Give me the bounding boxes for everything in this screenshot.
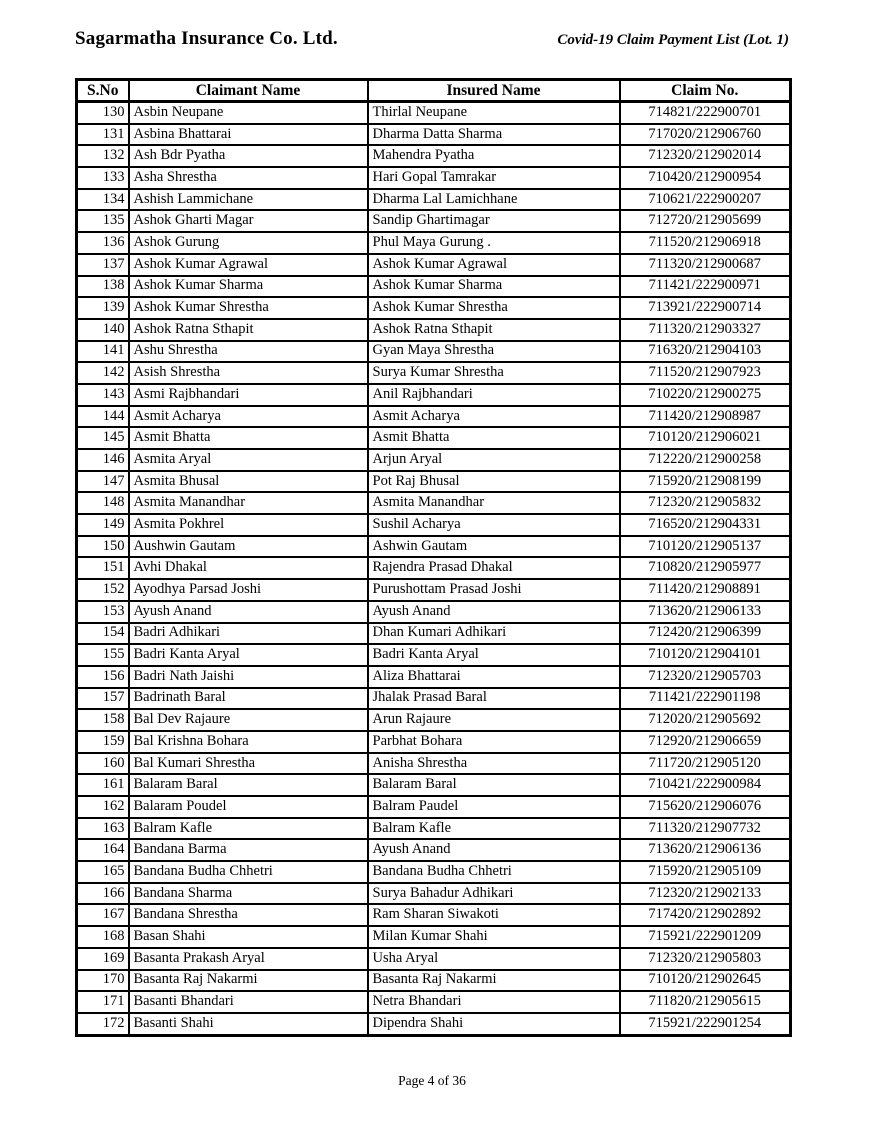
insured-name-cell: Asmita Manandhar (368, 492, 620, 514)
claimant-name-cell: Badri Nath Jaishi (129, 666, 368, 688)
insured-name-cell: Parbhat Bohara (368, 731, 620, 753)
sno-cell: 139 (77, 297, 129, 319)
claimant-name-cell: Balram Kafle (129, 818, 368, 840)
sno-cell: 163 (77, 818, 129, 840)
claim-no-cell: 713620/212906133 (620, 601, 791, 623)
insured-name-cell: Badri Kanta Aryal (368, 644, 620, 666)
sno-cell: 145 (77, 427, 129, 449)
sno-cell: 143 (77, 384, 129, 406)
claim-no-cell: 713620/212906136 (620, 839, 791, 861)
table-row (77, 731, 791, 753)
table-row (77, 1013, 791, 1035)
claim-no-cell: 711820/212905615 (620, 991, 791, 1013)
claim-no-cell: 710420/212900954 (620, 167, 791, 189)
sno-cell: 165 (77, 861, 129, 883)
claimant-name-cell: Asmita Bhusal (129, 471, 368, 493)
insured-name-cell: Ashok Kumar Shrestha (368, 297, 620, 319)
claim-no-cell: 712920/212906659 (620, 731, 791, 753)
claim-no-cell: 712320/212905803 (620, 948, 791, 970)
table-row (77, 991, 791, 1013)
claim-no-cell: 711320/212907732 (620, 818, 791, 840)
table-row (77, 276, 791, 298)
claimant-name-cell: Badrinath Baral (129, 688, 368, 710)
table-row (77, 688, 791, 710)
claim-no-cell: 712020/212905692 (620, 709, 791, 731)
insured-name-cell: Hari Gopal Tamrakar (368, 167, 620, 189)
claimant-name-cell: Bal Kumari Shrestha (129, 753, 368, 775)
column-header-insured-name: Insured Name (368, 80, 620, 102)
claimant-name-cell: Basanta Prakash Aryal (129, 948, 368, 970)
claimant-name-cell: Basan Shahi (129, 926, 368, 948)
table-row (77, 406, 791, 428)
claim-no-cell: 711320/212903327 (620, 319, 791, 341)
claimant-name-cell: Ashok Ratna Sthapit (129, 319, 368, 341)
table-row (77, 297, 791, 319)
sno-cell: 151 (77, 557, 129, 579)
sno-cell: 171 (77, 991, 129, 1013)
claim-no-cell: 712320/212902133 (620, 883, 791, 905)
claim-no-cell: 711421/222900971 (620, 276, 791, 298)
insured-name-cell: Ashok Kumar Agrawal (368, 254, 620, 276)
sno-cell: 134 (77, 189, 129, 211)
column-header-claim-no: Claim No. (620, 80, 791, 102)
claimant-name-cell: Asmita Pokhrel (129, 514, 368, 536)
claim-no-cell: 711421/222901198 (620, 688, 791, 710)
insured-name-cell: Balaram Baral (368, 774, 620, 796)
sno-cell: 149 (77, 514, 129, 536)
insured-name-cell: Basanta Raj Nakarmi (368, 970, 620, 992)
claimant-name-cell: Ashok Kumar Agrawal (129, 254, 368, 276)
table-row (77, 145, 791, 167)
sno-cell: 160 (77, 753, 129, 775)
table-row (77, 883, 791, 905)
claimant-name-cell: Ashok Gharti Magar (129, 210, 368, 232)
insured-name-cell: Asmit Acharya (368, 406, 620, 428)
insured-name-cell: Phul Maya Gurung . (368, 232, 620, 254)
claimant-name-cell: Ayush Anand (129, 601, 368, 623)
sno-cell: 153 (77, 601, 129, 623)
claimant-name-cell: Asmi Rajbhandari (129, 384, 368, 406)
claim-no-cell: 715921/222901209 (620, 926, 791, 948)
sno-cell: 146 (77, 449, 129, 471)
table-row (77, 753, 791, 775)
insured-name-cell: Anil Rajbhandari (368, 384, 620, 406)
claimant-name-cell: Asmit Bhatta (129, 427, 368, 449)
sno-cell: 150 (77, 536, 129, 558)
claim-no-cell: 710820/212905977 (620, 557, 791, 579)
claimant-name-cell: Bandana Budha Chhetri (129, 861, 368, 883)
claim-no-cell: 710120/212902645 (620, 970, 791, 992)
claim-no-cell: 711520/212907923 (620, 362, 791, 384)
claimant-name-cell: Bal Dev Rajaure (129, 709, 368, 731)
insured-name-cell: Ayush Anand (368, 839, 620, 861)
document-title: Covid-19 Claim Payment List (Lot. 1) (557, 32, 789, 48)
claimant-name-cell: Bandana Sharma (129, 883, 368, 905)
table-row (77, 384, 791, 406)
table-row (77, 970, 791, 992)
claimant-name-cell: Ash Bdr Pyatha (129, 145, 368, 167)
company-name: Sagarmatha Insurance Co. Ltd. (75, 28, 338, 49)
claimant-name-cell: Ashish Lammichane (129, 189, 368, 211)
claim-no-cell: 716320/212904103 (620, 341, 791, 363)
table-row (77, 579, 791, 601)
claimant-name-cell: Badri Adhikari (129, 623, 368, 645)
sno-cell: 159 (77, 731, 129, 753)
claim-no-cell: 710421/222900984 (620, 774, 791, 796)
claim-no-cell: 717020/212906760 (620, 124, 791, 146)
insured-name-cell: Surya Bahadur Adhikari (368, 883, 620, 905)
table-row (77, 471, 791, 493)
sno-cell: 172 (77, 1013, 129, 1035)
insured-name-cell: Ashok Ratna Sthapit (368, 319, 620, 341)
insured-name-cell: Rajendra Prasad Dhakal (368, 557, 620, 579)
page-number: Page 4 of 36 (398, 1073, 466, 1088)
sno-cell: 157 (77, 688, 129, 710)
sno-cell: 140 (77, 319, 129, 341)
insured-name-cell: Milan Kumar Shahi (368, 926, 620, 948)
sno-cell: 154 (77, 623, 129, 645)
claimant-name-cell: Badri Kanta Aryal (129, 644, 368, 666)
claimant-name-cell: Bal Krishna Bohara (129, 731, 368, 753)
table-row (77, 839, 791, 861)
table-row (77, 167, 791, 189)
insured-name-cell: Dharma Lal Lamichhane (368, 189, 620, 211)
sno-cell: 155 (77, 644, 129, 666)
claimant-name-cell: Bandana Barma (129, 839, 368, 861)
table-row (77, 818, 791, 840)
insured-name-cell: Sushil Acharya (368, 514, 620, 536)
table-row (77, 601, 791, 623)
table-row (77, 774, 791, 796)
claimant-name-cell: Asish Shrestha (129, 362, 368, 384)
claim-no-cell: 712320/212905832 (620, 492, 791, 514)
insured-name-cell: Bandana Budha Chhetri (368, 861, 620, 883)
table-row (77, 492, 791, 514)
column-header-claimant-name: Claimant Name (129, 80, 368, 102)
claim-no-cell: 715620/212906076 (620, 796, 791, 818)
claim-no-cell: 715920/212908199 (620, 471, 791, 493)
sno-cell: 167 (77, 904, 129, 926)
sno-cell: 132 (77, 145, 129, 167)
claim-no-cell: 711520/212906918 (620, 232, 791, 254)
claim-no-cell: 710120/212904101 (620, 644, 791, 666)
claimant-name-cell: Balaram Poudel (129, 796, 368, 818)
table-row (77, 449, 791, 471)
table-row (77, 189, 791, 211)
table-row (77, 124, 791, 146)
table-row (77, 623, 791, 645)
sno-cell: 138 (77, 276, 129, 298)
sno-cell: 170 (77, 970, 129, 992)
sno-cell: 164 (77, 839, 129, 861)
insured-name-cell: Arun Rajaure (368, 709, 620, 731)
claim-no-cell: 711420/212908987 (620, 406, 791, 428)
insured-name-cell: Dharma Datta Sharma (368, 124, 620, 146)
table-row (77, 232, 791, 254)
claim-no-cell: 712720/212905699 (620, 210, 791, 232)
claim-no-cell: 714821/222900701 (620, 102, 791, 124)
claimant-name-cell: Asha Shrestha (129, 167, 368, 189)
table-row (77, 319, 791, 341)
insured-name-cell: Purushottam Prasad Joshi (368, 579, 620, 601)
sno-cell: 152 (77, 579, 129, 601)
insured-name-cell: Sandip Ghartimagar (368, 210, 620, 232)
table-row (77, 904, 791, 926)
sno-cell: 130 (77, 102, 129, 124)
document-header (75, 28, 789, 50)
insured-name-cell: Netra Bhandari (368, 991, 620, 1013)
table-row (77, 926, 791, 948)
sno-cell: 168 (77, 926, 129, 948)
claim-no-cell: 710220/212900275 (620, 384, 791, 406)
insured-name-cell: Pot Raj Bhusal (368, 471, 620, 493)
claim-no-cell: 710621/222900207 (620, 189, 791, 211)
insured-name-cell: Ashwin Gautam (368, 536, 620, 558)
sno-cell: 169 (77, 948, 129, 970)
claim-no-cell: 715920/212905109 (620, 861, 791, 883)
insured-name-cell: Ram Sharan Siwakoti (368, 904, 620, 926)
sno-cell: 131 (77, 124, 129, 146)
claimant-name-cell: Avhi Dhakal (129, 557, 368, 579)
sno-cell: 161 (77, 774, 129, 796)
claimant-name-cell: Asmita Aryal (129, 449, 368, 471)
sno-cell: 144 (77, 406, 129, 428)
claimant-name-cell: Ashok Gurung (129, 232, 368, 254)
claim-no-cell: 717420/212902892 (620, 904, 791, 926)
insured-name-cell: Gyan Maya Shrestha (368, 341, 620, 363)
insured-name-cell: Arjun Aryal (368, 449, 620, 471)
table-row (77, 948, 791, 970)
insured-name-cell: Dipendra Shahi (368, 1013, 620, 1035)
sno-cell: 135 (77, 210, 129, 232)
claim-no-cell: 711420/212908891 (620, 579, 791, 601)
insured-name-cell: Surya Kumar Shrestha (368, 362, 620, 384)
table-row (77, 102, 791, 124)
sno-cell: 141 (77, 341, 129, 363)
table-row (77, 861, 791, 883)
insured-name-cell: Ashok Kumar Sharma (368, 276, 620, 298)
sno-cell: 166 (77, 883, 129, 905)
claimant-name-cell: Ashu Shrestha (129, 341, 368, 363)
insured-name-cell: Balram Paudel (368, 796, 620, 818)
table-row (77, 341, 791, 363)
table-row (77, 666, 791, 688)
table-row (77, 536, 791, 558)
table-row (77, 514, 791, 536)
column-header-sno: S.No (77, 80, 129, 102)
claim-no-cell: 712320/212905703 (620, 666, 791, 688)
claimant-name-cell: Asbina Bhattarai (129, 124, 368, 146)
insured-name-cell: Asmit Bhatta (368, 427, 620, 449)
claim-no-cell: 712420/212906399 (620, 623, 791, 645)
table-row (77, 709, 791, 731)
table-row (77, 362, 791, 384)
sno-cell: 158 (77, 709, 129, 731)
sno-cell: 162 (77, 796, 129, 818)
claimant-name-cell: Balaram Baral (129, 774, 368, 796)
claim-no-cell: 713921/222900714 (620, 297, 791, 319)
insured-name-cell: Dhan Kumari Adhikari (368, 623, 620, 645)
claimant-name-cell: Ayodhya Parsad Joshi (129, 579, 368, 601)
claim-no-cell: 712320/212902014 (620, 145, 791, 167)
claim-no-cell: 711320/212900687 (620, 254, 791, 276)
insured-name-cell: Thirlal Neupane (368, 102, 620, 124)
insured-name-cell: Ayush Anand (368, 601, 620, 623)
claim-no-cell: 710120/212905137 (620, 536, 791, 558)
table-row (77, 796, 791, 818)
table-row (77, 254, 791, 276)
claim-no-cell: 710120/212906021 (620, 427, 791, 449)
insured-name-cell: Mahendra Pyatha (368, 145, 620, 167)
sno-cell: 133 (77, 167, 129, 189)
sno-cell: 147 (77, 471, 129, 493)
insured-name-cell: Usha Aryal (368, 948, 620, 970)
claimant-name-cell: Aushwin Gautam (129, 536, 368, 558)
table-row (77, 644, 791, 666)
table-row (77, 210, 791, 232)
claimant-name-cell: Bandana Shrestha (129, 904, 368, 926)
sno-cell: 156 (77, 666, 129, 688)
table-row (77, 427, 791, 449)
insured-name-cell: Balram Kafle (368, 818, 620, 840)
claim-no-cell: 711720/212905120 (620, 753, 791, 775)
claimant-name-cell: Ashok Kumar Shrestha (129, 297, 368, 319)
claim-no-cell: 716520/212904331 (620, 514, 791, 536)
claimant-name-cell: Ashok Kumar Sharma (129, 276, 368, 298)
sno-cell: 142 (77, 362, 129, 384)
claimant-name-cell: Basanta Raj Nakarmi (129, 970, 368, 992)
claimant-name-cell: Asmita Manandhar (129, 492, 368, 514)
insured-name-cell: Anisha Shrestha (368, 753, 620, 775)
claims-table (75, 78, 792, 1037)
claimant-name-cell: Asbin Neupane (129, 102, 368, 124)
claim-no-cell: 715921/222901254 (620, 1013, 791, 1035)
sno-cell: 136 (77, 232, 129, 254)
insured-name-cell: Jhalak Prasad Baral (368, 688, 620, 710)
claimant-name-cell: Asmit Acharya (129, 406, 368, 428)
claim-no-cell: 712220/212900258 (620, 449, 791, 471)
claims-table-body (77, 102, 791, 1036)
sno-cell: 137 (77, 254, 129, 276)
table-row (77, 557, 791, 579)
sno-cell: 148 (77, 492, 129, 514)
table-header-row (77, 80, 791, 102)
insured-name-cell: Aliza Bhattarai (368, 666, 620, 688)
claimant-name-cell: Basanti Shahi (129, 1013, 368, 1035)
claimant-name-cell: Basanti Bhandari (129, 991, 368, 1013)
